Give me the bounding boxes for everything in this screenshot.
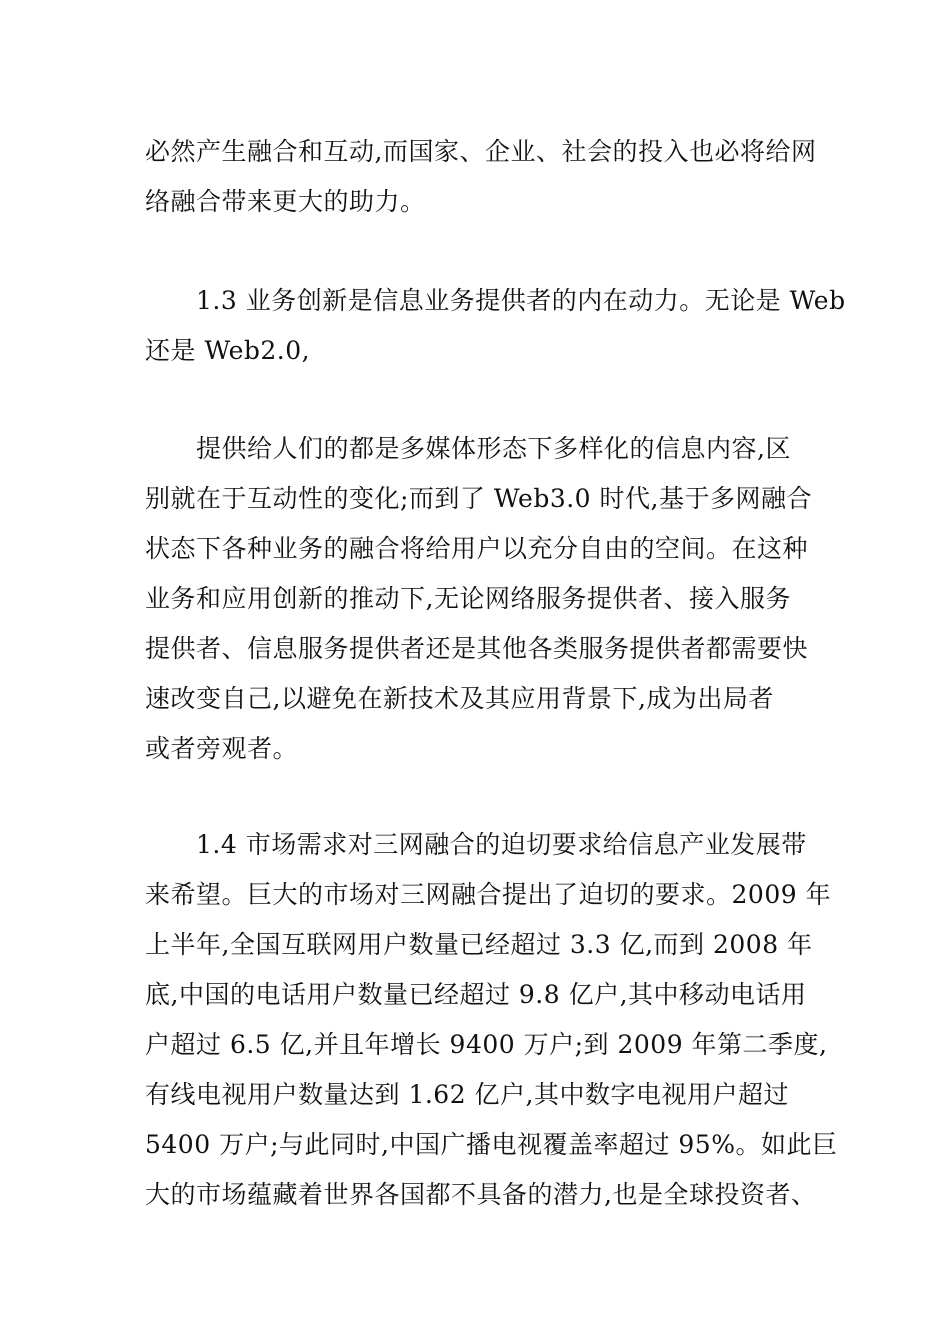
paragraph-section-1-4-market xyxy=(145,820,838,1220)
text-line: 底,中国的电话用户数量已经超过 9.8 亿户,其中移动电话用 xyxy=(145,980,807,1009)
text-line: 络融合带来更大的助力。 xyxy=(145,187,426,216)
text-line: 还是 Web2.0, xyxy=(145,336,311,365)
text-line: 大的市场蕴藏着世界各国都不具备的潜力,也是全球投资者、 xyxy=(145,1180,817,1209)
text-line: 5400 万户;与此同时,中国广播电视覆盖率超过 95%。如此巨 xyxy=(145,1130,838,1159)
text-line: 提供给人们的都是多媒体形态下多样化的信息内容,区 xyxy=(145,434,791,463)
text-line: 1.3 业务创新是信息业务提供者的内在动力。无论是 Web xyxy=(145,286,846,315)
text-line: 状态下各种业务的融合将给用户以充分自由的空间。在这种 xyxy=(145,534,809,563)
paragraph-section-1-3-heading xyxy=(145,276,846,376)
text-line: 或者旁观者。 xyxy=(145,734,299,763)
text-line: 提供者、信息服务提供者还是其他各类服务提供者都需要快 xyxy=(145,634,809,663)
text-line: 必然产生融合和互动,而国家、企业、社会的投入也必将给网 xyxy=(145,137,817,166)
text-line: 上半年,全国互联网用户数量已经超过 3.3 亿,而到 2008 年 xyxy=(145,930,813,959)
text-line: 来希望。巨大的市场对三网融合提出了迫切的要求。2009 年 xyxy=(145,880,832,909)
text-line: 业务和应用创新的推动下,无论网络服务提供者、接入服务 xyxy=(145,584,791,613)
text-line: 别就在于互动性的变化;而到了 Web3.0 时代,基于多网融合 xyxy=(145,484,812,513)
paragraph-network-convergence xyxy=(145,127,825,227)
text-line: 速改变自己,以避免在新技术及其应用背景下,成为出局者 xyxy=(145,684,774,713)
paragraph-web-evolution xyxy=(145,424,825,774)
text-line: 有线电视用户数量达到 1.62 亿户,其中数字电视用户超过 xyxy=(145,1080,790,1109)
text-line: 户超过 6.5 亿,并且年增长 9400 万户;到 2009 年第二季度, xyxy=(145,1030,828,1059)
text-line: 1.4 市场需求对三网融合的迫切要求给信息产业发展带 xyxy=(145,830,807,859)
